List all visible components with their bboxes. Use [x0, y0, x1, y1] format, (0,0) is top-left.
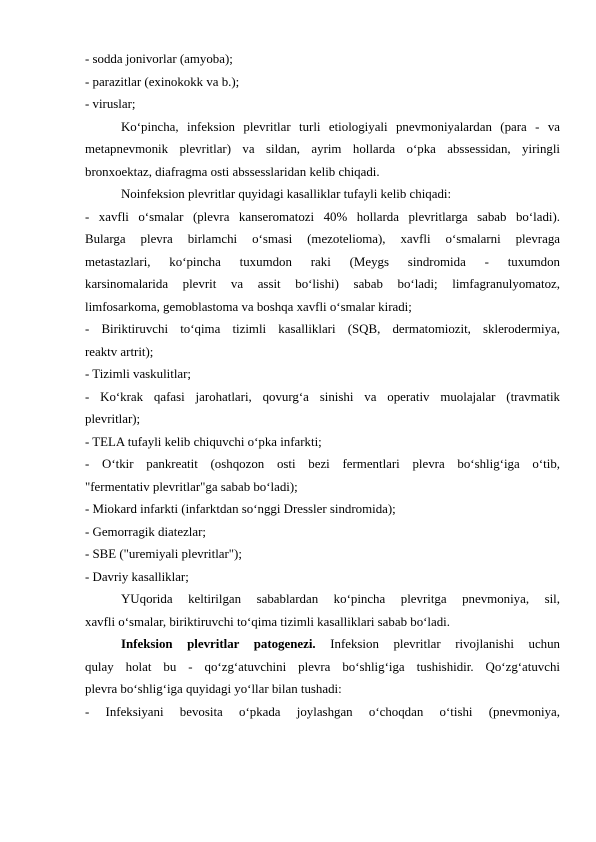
line-text: Ko‘pincha, infeksion plevritlar turli etiologiyali pnevmoniyalardan (para - va: [121, 119, 560, 134]
text-line: [85, 678, 560, 701]
line-text: xavfli o‘smalar, biriktiruvchi to‘qima tizimli kasalliklari sabab bo‘ladi.: [85, 614, 450, 629]
line-text: reaktv artrit);: [85, 344, 154, 359]
line-text: - Davriy kasalliklar;: [85, 569, 189, 584]
section-heading: Infeksion plevritlar patogenezi.: [121, 637, 316, 651]
line-text: Bularga plevra birlamchi o‘smasi (mezotelioma), xavfli o‘smalarni plevraga: [85, 232, 560, 246]
text-line: [85, 453, 560, 476]
line-text: - SBE ("uremiyali plevritlar");: [85, 547, 242, 561]
text-line: [85, 71, 560, 94]
line-text: plevritlar);: [85, 412, 141, 426]
line-text: - Biriktiruvchi to‘qima tizimli kasalliklari (SQB, dermatomiozit, sklerodermiya,: [85, 322, 560, 336]
text-line: [85, 633, 560, 656]
text-line: [85, 611, 560, 634]
line-text: - Tizimli vaskulitlar;: [85, 367, 191, 381]
text-line: [85, 543, 560, 566]
text-line: [85, 341, 560, 364]
line-text: - parazitlar (exinokokk va b.);: [85, 74, 240, 89]
text-line: [85, 116, 560, 139]
text-line: [85, 386, 560, 409]
line-text: - Miokard infarkti (infarktdan so‘nggi Dressler sindromida);: [85, 502, 396, 516]
line-text: qulay holat bu - qo‘zg‘atuvchini plevra bo‘shlig‘iga tushishidir. Qo‘zg‘atuvchi: [85, 659, 560, 674]
text-line: [85, 431, 560, 454]
text-line: [85, 363, 560, 386]
line-text: karsinomalarida plevrit va assit bo‘lishi) sabab bo‘ladi; limfagranulyomatoz,: [85, 277, 560, 291]
text-line: [85, 93, 560, 116]
text-line: [85, 206, 560, 229]
line-text: metastazlari, ko‘pincha tuxumdon raki (Meygs sindromida - tuxumdon: [85, 254, 560, 269]
text-line: [85, 701, 560, 724]
text-line: [85, 138, 560, 161]
line-text: - O‘tkir pankreatit (oshqozon osti bezi fermentlari plevra bo‘shlig‘iga o‘tib,: [85, 457, 560, 471]
line-text: metapnevmonik plevritlar) va sildan, ayrim hollarda o‘pka abssessidan, yiringli: [85, 142, 560, 156]
line-text: Noinfeksion plevritlar quyidagi kasalliklar tufayli kelib chiqadi:: [121, 187, 452, 201]
text-line: [85, 588, 560, 611]
line-text: - Ko‘krak qafasi jarohatlari, qovurg‘a sinishi va operativ muolajalar (travmatik: [85, 389, 560, 404]
text-line: [85, 296, 560, 319]
text-line: [85, 273, 560, 296]
text-line: [85, 656, 560, 679]
text-line: [85, 408, 560, 431]
line-text: bronxoektaz, diafragma osti abssesslaridan kelib chiqadi.: [85, 164, 380, 179]
document-page: [85, 48, 560, 723]
text-line: [85, 566, 560, 589]
line-text: - xavfli o‘smalar (plevra kanseromatozi 40% hollarda plevritlarga sabab bo‘ladi).: [85, 209, 560, 224]
line-text: - Infeksiyani bevosita o‘pkada joylashgan o‘choqdan o‘tishi (pnevmoniya,: [85, 704, 560, 719]
line-text: plevra bo‘shlig‘iga quyidagi yo‘llar bilan tushadi:: [85, 682, 342, 696]
text-line: [85, 228, 560, 251]
text-line: [85, 251, 560, 274]
text-line: [85, 521, 560, 544]
line-text: - Gemorragik diatezlar;: [85, 524, 206, 539]
text-line: [85, 318, 560, 341]
line-text: - viruslar;: [85, 97, 136, 111]
line-text: YUqorida keltirilgan sabablardan ko‘pincha plevritga pnevmoniya, sil,: [121, 592, 560, 606]
line-text: "fermentativ plevritlar"ga sabab bo‘ladi);: [85, 479, 298, 494]
line-text: Infeksion plevritlar rivojlanishi uchun: [315, 637, 560, 651]
line-text: limfosarkoma, gemoblastoma va boshqa xavfli o‘smalar kiradi;: [85, 299, 412, 314]
line-text: - TELA tufayli kelib chiquvchi o‘pka infarkti;: [85, 434, 322, 449]
text-line: [85, 48, 560, 71]
line-text: - sodda jonivorlar (amyoba);: [85, 52, 233, 66]
text-line: [85, 476, 560, 499]
text-line: [85, 498, 560, 521]
text-line: [85, 183, 560, 206]
text-line: [85, 161, 560, 184]
